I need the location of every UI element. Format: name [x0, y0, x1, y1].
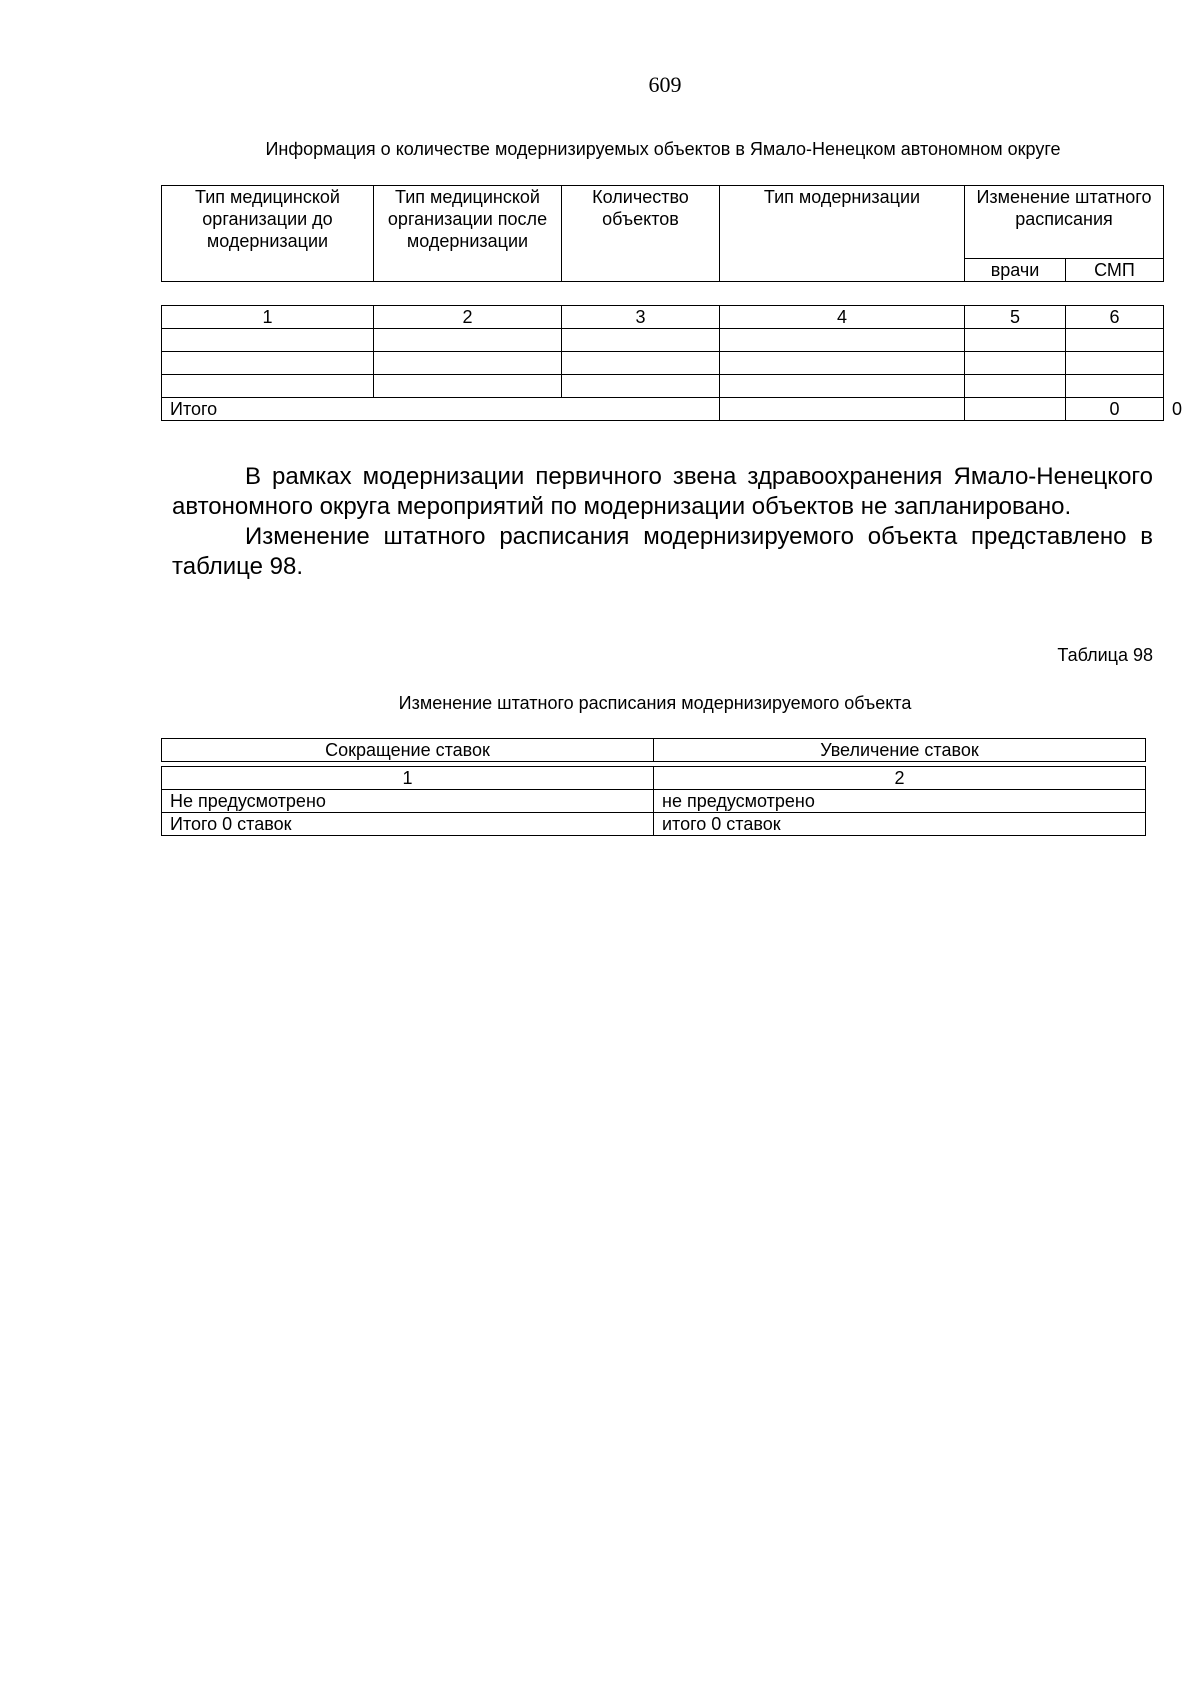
body-text — [172, 462, 1153, 582]
total-doctors: 0 — [1066, 398, 1164, 421]
paragraph: В рамках модернизации первичного звена здравоохранения Ямало-Ненецкого автономного округа мероприятий по модернизации объектов не запланировано. — [172, 463, 1153, 520]
table1-body — [161, 305, 1183, 421]
table-cell: Не предусмотрено — [162, 790, 654, 813]
header-rate-increase: Увеличение ставок — [654, 739, 1146, 762]
column-number: 1 — [162, 306, 374, 329]
column-number: 1 — [162, 767, 654, 790]
table-row — [162, 790, 1146, 813]
column-number: 5 — [965, 306, 1066, 329]
table-row — [162, 813, 1146, 836]
page-number: 609 — [648, 72, 682, 97]
table2-caption: Изменение штатного расписания модернизируемого объекта — [398, 693, 912, 713]
total-row: Итого 0 0 — [162, 398, 1164, 421]
column-number-row — [162, 767, 1146, 790]
header-org-type-after: Тип медицинской организации после модернизации — [374, 186, 562, 282]
table2-body — [161, 766, 1146, 836]
header-org-type-before: Тип медицинской организации до модернизации — [162, 186, 374, 282]
table-cell: Итого 0 ставок — [162, 813, 654, 836]
column-number: 4 — [720, 306, 965, 329]
header-modernization-type: Тип модернизации — [720, 186, 965, 282]
table-row — [162, 352, 1164, 375]
header-nurses: СМП — [1066, 259, 1164, 282]
header-object-count: Количество объектов — [562, 186, 720, 282]
table-cell: не предусмотрено — [654, 790, 1146, 813]
table1-header — [161, 185, 1164, 282]
table-cell: итого 0 ставок — [654, 813, 1146, 836]
table-row — [162, 375, 1164, 398]
header-doctors: врачи — [965, 259, 1066, 282]
table-label: Таблица 98 — [1057, 645, 1153, 665]
column-number-row — [162, 306, 1164, 329]
column-number: 2 — [374, 306, 562, 329]
column-number: 2 — [654, 767, 1146, 790]
header-staff-change: Изменение штатного расписания — [965, 186, 1164, 259]
column-number: 3 — [562, 306, 720, 329]
table-row — [162, 329, 1164, 352]
total-label: Итого — [162, 398, 720, 421]
table2-header — [161, 738, 1146, 762]
header-rate-reduction: Сокращение ставок — [162, 739, 654, 762]
table1-caption: Информация о количестве модернизируемых объектов в Ямало-Ненецком автономном округе — [265, 139, 1061, 159]
column-number: 6 — [1066, 306, 1164, 329]
paragraph: Изменение штатного расписания модернизируемого объекта представлено в таблице 98. — [172, 523, 1153, 580]
